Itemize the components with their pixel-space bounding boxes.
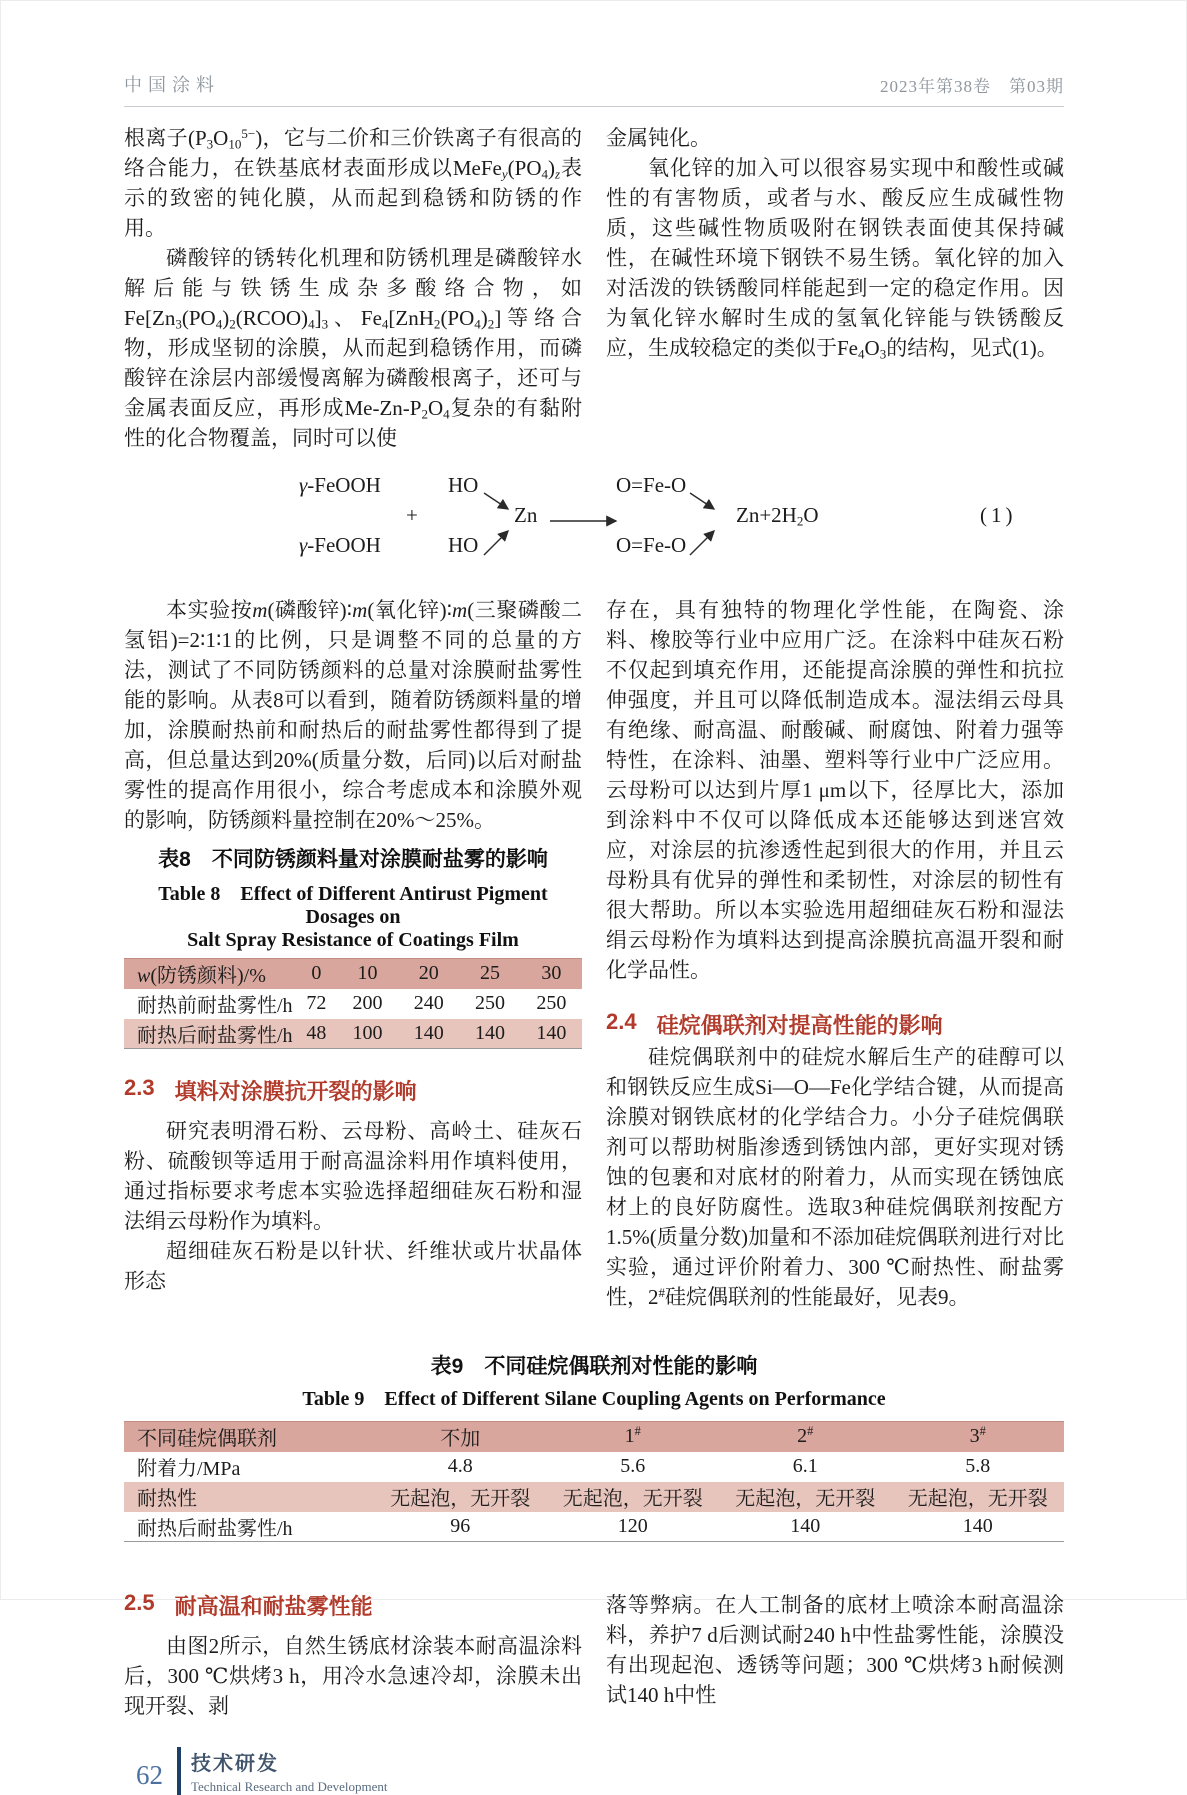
table-cell: 无起泡，无开裂: [907, 1488, 1048, 1510]
table-cell: 120: [617, 1514, 648, 1537]
table8-block: [124, 843, 582, 1049]
table-row: [124, 1019, 582, 1049]
paragraph: 金属钝化。: [606, 126, 711, 150]
table9-title-cn: 表9 不同硅烷偶联剂对性能的影响: [430, 1355, 758, 1378]
table-cell: 耐热前耐盐雾性/h: [137, 995, 293, 1017]
table-cell: 耐热性: [137, 1488, 197, 1510]
table-cell: 48: [306, 1021, 327, 1044]
table-cell: 2#: [719, 1422, 892, 1452]
issue-info: 2023年第38卷 第03期: [880, 77, 1064, 96]
chemical-equation: [124, 467, 1064, 579]
footer-section-en: Technical Research and Development: [191, 1779, 388, 1794]
table-cell: 140: [475, 1021, 506, 1044]
table-row: [124, 1452, 1064, 1482]
table-row: [124, 989, 582, 1019]
bottom-columns: [124, 1590, 1064, 1721]
equation-product: $Zn+2H_2O$: [736, 503, 819, 529]
table-cell: 72: [306, 992, 327, 1014]
equation-zn: Zn: [514, 503, 538, 527]
table-cell: 不加: [374, 1422, 547, 1452]
equation-oxide-bottom: O=Fe-O: [616, 533, 687, 557]
table-cell: 3#: [892, 1422, 1065, 1452]
equation-arrows-graphic: [124, 467, 1064, 579]
section-number: 2.5: [124, 1590, 155, 1615]
equation-reactant-top: γ-FeOOH: [299, 473, 381, 497]
page-content: [124, 71, 1064, 1795]
page-number: 62: [136, 1759, 163, 1790]
table9-block: [124, 1350, 1064, 1542]
table-cell: 无起泡，无开裂: [390, 1488, 531, 1510]
footer-divider-bar: [177, 1747, 181, 1795]
section-number: 2.3: [124, 1075, 155, 1100]
table-cell: 不同硅烷偶联剂: [124, 1422, 374, 1452]
table-cell: 耐热后耐盐雾性/h: [137, 1517, 293, 1540]
table-cell: 0: [296, 959, 337, 989]
table-cell: 5.6: [620, 1455, 646, 1477]
table-cell: 96: [450, 1514, 471, 1537]
paragraph: 本实验按m(磷酸锌)∶m(氧化锌)∶m(三聚磷酸二氢铝)=2∶1∶1的比例，只是调整不同的总量的方法，测试了不同防锈颜料的总量对涂膜耐盐雾性能的影响。从表8可以看到，随着防锈颜料量的增加，涂膜耐热前和耐热后的耐盐雾性都得到了提高，但总量达到20%(质量分数，后同)以后对耐盐雾性的提高作用很小，综合考虑成本和涂膜外观的影响，防锈颜料量控制在20%～25%。: [124, 598, 583, 832]
table8: [124, 958, 582, 1049]
table-cell: 耐热后耐盐雾性/h: [137, 1024, 293, 1047]
table-row: [124, 1512, 1064, 1542]
table-row: [124, 1482, 1064, 1512]
table-cell: 5.8: [965, 1455, 991, 1477]
table8-title-cn: 表8 不同防锈颜料量对涂膜耐盐雾的影响: [158, 848, 548, 871]
table-cell: 附着力/MPa: [137, 1458, 241, 1480]
equation-oxide-top: O=Fe-O: [616, 473, 687, 497]
section-title: 耐高温和耐盐雾性能: [174, 1594, 373, 1619]
table9: [124, 1421, 1064, 1542]
section-heading-2-4: [606, 1009, 1064, 1040]
right-column-bottom: [606, 1590, 1064, 1721]
left-column-bottom: [124, 1590, 582, 1721]
table-cell: 140: [962, 1514, 993, 1537]
table-cell: 6.1: [792, 1455, 818, 1477]
table-row: [124, 1422, 1064, 1452]
table-cell: 240: [413, 992, 444, 1014]
table-cell: 4.8: [447, 1455, 473, 1477]
table-cell: 140: [536, 1021, 567, 1044]
table-cell: w(防锈颜料)/%: [124, 959, 296, 989]
paragraph: 落等弊病。在人工制备的底材上喷涂本耐高温涂料，养护7 d后测试耐240 h中性盐雾性能，涂膜没有出现起泡、透锈等问题；300 ℃烘烤3 h耐候测试140 h中性: [606, 1593, 1064, 1707]
table-cell: 25: [459, 959, 520, 989]
page-header: [124, 71, 1064, 107]
journal-name: 中国涂料: [124, 75, 220, 95]
table-cell: 250: [536, 992, 567, 1014]
table-row: [124, 959, 582, 989]
table-cell: 100: [352, 1021, 383, 1044]
table-cell: 无起泡，无开裂: [735, 1488, 876, 1510]
equation-number: (1): [980, 503, 1017, 527]
paragraph: 硅烷偶联剂中的硅烷水解后生产的硅醇可以和钢铁反应生成Si—O—Fe化学结合键，从而提高涂膜对钢铁底材的化学结合力。小分子硅烷偶联剂可以帮助树脂渗透到锈蚀内部，更好实现对锈蚀的包裹和对底材的附着力，从而实现在锈蚀底材上的良好防腐性。选取3种硅烷偶联剂按配方1.5%(质量分数)加量和不添加硅烷偶联剂进行对比实验，通过评价附着力、300 ℃耐热性、耐盐雾性，2#硅烷偶联剂的性能最好，见表9。: [606, 1045, 1064, 1309]
section-heading-2-5: [124, 1590, 582, 1621]
section-title: 硅烷偶联剂对提高性能的影响: [656, 1013, 943, 1038]
footer-section-cn: 技术研发: [191, 1753, 279, 1775]
page-footer: [136, 1747, 1064, 1795]
left-column-top: [124, 123, 582, 453]
table8-title-en-line2: Salt Spray Resistance of Coatings Film: [187, 929, 519, 951]
right-column-middle: [606, 595, 1064, 1312]
table-cell: 无起泡，无开裂: [562, 1488, 703, 1510]
middle-columns: [124, 595, 1064, 1312]
table-cell: 140: [790, 1514, 821, 1537]
footer-section-block: [191, 1747, 388, 1795]
section-number: 2.4: [606, 1009, 637, 1034]
equation-ho-bottom: HO: [448, 533, 479, 557]
paragraph: 氧化锌的加入可以很容易实现中和酸性或碱性的有害物质，或者与水、酸反应生成碱性物质，这些碱性物质吸附在钢铁表面使其保持碱性，在碱性环境下钢铁不易生锈。氧化锌的加入对活泼的铁锈酸同样能起到一定的稳定作用。因为氧化锌水解时生成的氢氧化锌能与铁锈酸反应，生成较稳定的类似于$Fe_4O_3$的结构，见式(1)。: [606, 156, 1064, 362]
left-column-middle: [124, 595, 582, 1312]
paragraph: 根离子$(P_3O_{10}^{5-})$，它与二价和三价铁离子有很高的络合能力，在铁基底材表面形成以$MeFe_y(PO_4)_z$表示的致密的钝化膜，从而起到稳锈和防锈的作用。: [124, 125, 583, 240]
table8-title-en-line1: Table 8 Effect of Different Antirust Pigment Dosages on: [158, 883, 548, 928]
table-cell: 200: [352, 992, 383, 1014]
equation-ho-top: HO: [448, 473, 479, 497]
section-title: 填料对涂膜抗开裂的影响: [174, 1079, 417, 1104]
paragraph: 磷酸锌的锈转化机理和防锈机理是磷酸锌水解后能与铁锈生成杂多酸络合物，如$Fe[Zn_3(PO_4)_2(RCOO)_4]_3$、$Fe_4[ZnH_2(PO_4)_2]$等络合物，形成坚韧的涂膜，从而起到稳锈作用，而磷酸锌在涂层内部缓慢离解为磷酸根离子，还可与金属表面反应，再形成$Me-Zn-P_2O_4$复杂的有黏附性的化合物覆盖，同时可以使: [124, 246, 583, 450]
table9-title-en: Table 9 Effect of Different Silane Coupling Agents on Performance: [302, 1388, 886, 1410]
paragraph: 由图2所示，自然生锈底材涂装本耐高温涂料后，300 ℃烘烤3 h，用冷水急速冷却，涂膜未出现开裂、剥: [124, 1634, 582, 1718]
table-cell: 1#: [547, 1422, 720, 1452]
paragraph: 存在，具有独特的物理化学性能，在陶瓷、涂料、橡胶等行业中应用广泛。在涂料中硅灰石粉不仅起到填充作用，还能提高涂膜的弹性和抗拉伸强度，并且可以降低制造成本。湿法绢云母具有绝缘、耐高温、耐酸碱、耐腐蚀、附着力强等特性，在涂料、油墨、塑料等行业中广泛应用。云母粉可以达到片厚1 μm以下，径厚比大，添加到涂料中不仅可以降低成本还能够达到迷宫效应，对涂层的抗渗透性起到很大的作用，并且云母粉具有优异的弹性和柔韧性，对涂层的韧性有很大帮助。所以本实验选用超细硅灰石粉和湿法绢云母粉作为填料达到提高涂膜抗高温开裂和耐化学品性。: [606, 598, 1064, 982]
top-columns: [124, 123, 1064, 453]
table-cell: 30: [521, 959, 582, 989]
right-column-top: [606, 123, 1064, 453]
equation-reactant-bottom: γ-FeOOH: [299, 533, 381, 557]
paragraph: 超细硅灰石粉是以针状、纤维状或片状晶体形态: [124, 1239, 582, 1293]
table-cell: 10: [337, 959, 398, 989]
equation-plus-sign: +: [406, 503, 418, 527]
section-heading-2-3: [124, 1075, 582, 1106]
paragraph: 研究表明滑石粉、云母粉、高岭土、硅灰石粉、硫酸钡等适用于耐高温涂料用作填料使用，通过指标要求考虑本实验选择超细硅灰石粉和湿法绢云母粉作为填料。: [124, 1119, 582, 1233]
table-cell: 20: [398, 959, 459, 989]
table-cell: 250: [475, 992, 506, 1014]
table-cell: 140: [413, 1021, 444, 1044]
